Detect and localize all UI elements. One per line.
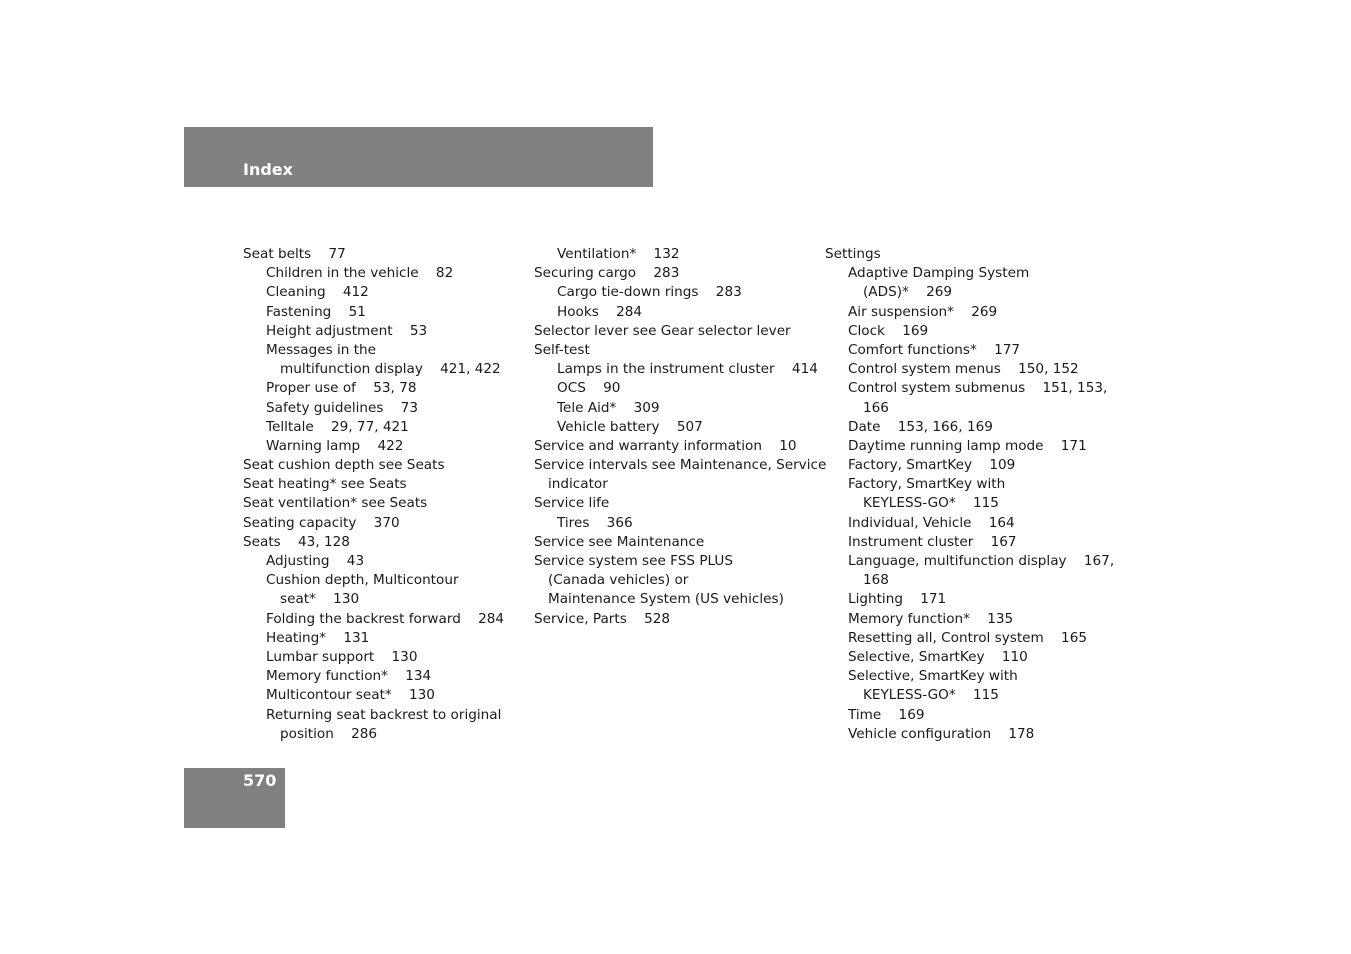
index-entry: Hooks 284 bbox=[557, 303, 643, 320]
index-entry: Securing cargo 283 bbox=[534, 265, 680, 282]
index-entry: Multicontour seat* 130 bbox=[266, 687, 435, 704]
index-entry: Seat heating* see Seats bbox=[243, 476, 407, 493]
index-column-2 bbox=[534, 245, 826, 629]
index-entry: Lighting 171 bbox=[848, 591, 947, 608]
index-entry: Maintenance System (US vehicles) bbox=[548, 591, 784, 608]
index-entry: Resetting all, Control system 165 bbox=[848, 629, 1088, 646]
index-entry: Control system menus 150, 152 bbox=[848, 361, 1079, 378]
index-entry: Selective, SmartKey 110 bbox=[848, 648, 1028, 665]
index-entry: Cargo tie-down rings 283 bbox=[557, 284, 742, 301]
index-entry: Fastening 51 bbox=[266, 303, 366, 320]
index-entry: Service see Maintenance bbox=[534, 533, 705, 550]
index-entry: Warning lamp 422 bbox=[266, 437, 404, 454]
index-entry: Folding the backrest forward 284 bbox=[266, 610, 505, 627]
index-entry: Seat belts 77 bbox=[243, 246, 346, 262]
index-entry: Settings bbox=[825, 246, 881, 262]
index-entry: (Canada vehicles) or bbox=[548, 572, 689, 589]
index-entry: Tires 366 bbox=[557, 514, 633, 531]
index-column-3 bbox=[825, 245, 1114, 744]
index-entry: Daytime running lamp mode 171 bbox=[848, 437, 1087, 454]
index-entry: Returning seat backrest to original bbox=[266, 706, 502, 723]
index-entry: Seats 43, 128 bbox=[243, 533, 350, 550]
index-entry: Children in the vehicle 82 bbox=[266, 265, 454, 282]
page-number-tab bbox=[184, 768, 285, 828]
index-entry: Date 153, 166, 169 bbox=[848, 418, 993, 435]
index-entry: Messages in the bbox=[266, 341, 377, 358]
index-entry: Seat cushion depth see Seats bbox=[243, 457, 445, 474]
index-entry: Lumbar support 130 bbox=[266, 648, 418, 665]
index-entry: seat* 130 bbox=[280, 591, 360, 608]
index-entry: Height adjustment 53 bbox=[266, 322, 428, 339]
index-entry: Self-test bbox=[534, 341, 590, 358]
index-entry: Selective, SmartKey with bbox=[848, 668, 1018, 685]
index-entry: 166 bbox=[863, 399, 889, 416]
index-entry: Vehicle battery 507 bbox=[557, 418, 703, 435]
index-entry: Vehicle configuration 178 bbox=[848, 725, 1035, 742]
index-entry: Cleaning 412 bbox=[266, 284, 369, 301]
index-entry: (ADS)* 269 bbox=[863, 284, 953, 301]
index-entry: Telltale 29, 77, 421 bbox=[266, 418, 409, 435]
index-entry: Ventilation* 132 bbox=[557, 246, 680, 262]
index-entry: Seating capacity 370 bbox=[243, 514, 400, 531]
index-entry: KEYLESS-GO* 115 bbox=[863, 687, 999, 704]
index-entry: Heating* 131 bbox=[266, 629, 370, 646]
index-entry: position 286 bbox=[280, 725, 378, 742]
index-entry: Safety guidelines 73 bbox=[266, 399, 419, 416]
index-entry: Time 169 bbox=[848, 706, 925, 723]
index-entry: Service life bbox=[534, 495, 610, 512]
index-entry: Control system submenus 151, 153, bbox=[848, 380, 1108, 397]
index-entry: Service system see FSS PLUS bbox=[534, 553, 733, 569]
index-entry: Language, multifunction display 167, bbox=[848, 553, 1115, 569]
index-entry: Individual, Vehicle 164 bbox=[848, 514, 1015, 531]
index-entry: Factory, SmartKey 109 bbox=[848, 457, 1016, 474]
index-entry: Service intervals see Maintenance, Service bbox=[534, 457, 827, 474]
index-entry: OCS 90 bbox=[557, 380, 621, 397]
index-column-1 bbox=[243, 245, 504, 744]
index-entry: Tele Aid* 309 bbox=[557, 399, 660, 416]
index-entry: Factory, SmartKey with bbox=[848, 476, 1006, 493]
index-entry: Selector lever see Gear selector lever bbox=[534, 322, 791, 339]
section-title: Index bbox=[243, 160, 293, 179]
page-number: 570 bbox=[243, 771, 277, 790]
index-entry: Adaptive Damping System bbox=[848, 265, 1030, 282]
index-entry: Memory function* 135 bbox=[848, 610, 1014, 627]
index-entry: Adjusting 43 bbox=[266, 553, 365, 569]
index-entry: indicator bbox=[548, 476, 608, 493]
index-entry: Memory function* 134 bbox=[266, 668, 432, 685]
index-entry: Service and warranty information 10 bbox=[534, 437, 797, 454]
index-entry: Comfort functions* 177 bbox=[848, 341, 1021, 358]
section-header-bar bbox=[184, 127, 653, 187]
index-entry: Instrument cluster 167 bbox=[848, 533, 1017, 550]
index-entry: KEYLESS-GO* 115 bbox=[863, 495, 999, 512]
index-entry: Service, Parts 528 bbox=[534, 610, 671, 627]
index-entry: Cushion depth, Multicontour bbox=[266, 572, 459, 589]
index-entry: Proper use of 53, 78 bbox=[266, 380, 417, 397]
index-entry: Seat ventilation* see Seats bbox=[243, 495, 428, 512]
index-entry: Clock 169 bbox=[848, 322, 929, 339]
index-entry: Lamps in the instrument cluster 414 bbox=[557, 361, 818, 378]
index-entry: Air suspension* 269 bbox=[848, 303, 998, 320]
index-entry: multifunction display 421, 422 bbox=[280, 361, 501, 378]
index-entry: 168 bbox=[863, 572, 889, 589]
